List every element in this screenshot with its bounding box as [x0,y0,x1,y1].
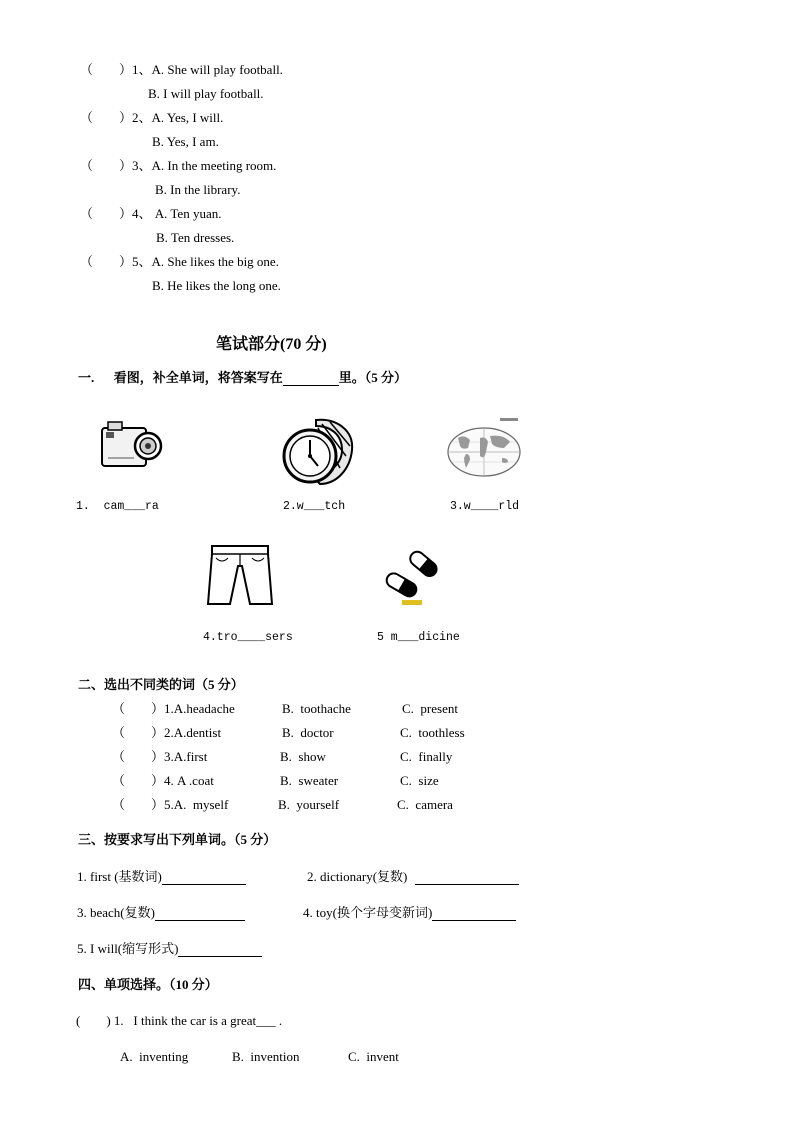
odd-one-q4-b: B. sweater [280,773,339,788]
world-map-picture [446,418,524,480]
choice-q1-b: B. invention [232,1049,300,1064]
odd-one-q5: （ ）5.A. myself [112,797,229,812]
word-camera: 1. cam___ra [76,500,159,513]
odd-one-q2: （ ）2.A.dentist [112,725,222,740]
listen-q3-a: （ ）3、A. In the meeting room. [80,158,277,173]
answer-blank-3 [155,907,245,921]
odd-one-q3-c: C. finally [400,749,453,764]
word-form-q1: 1. first (基数词) [77,869,246,885]
odd-one-q2-b: B. doctor [282,725,334,740]
odd-one-q5-b: B. yourself [278,797,340,812]
word-trousers: 4.tro____sers [203,631,293,644]
odd-one-q1-c: C. present [402,701,458,716]
answer-blank-2 [415,871,519,885]
word-form-q5: 5. I will(缩写形式) [77,941,262,957]
odd-one-q1-b: B. toothache [282,701,351,716]
odd-one-q2-c: C. toothless [400,725,465,740]
listen-q2-a: （ ）2、A. Yes, I will. [80,110,224,125]
odd-one-q1: （ ）1.A.headache [112,701,235,716]
listen-q5-b: B. He likes the long one. [152,278,281,293]
medicine-picture [384,546,440,608]
camera-picture [98,418,164,472]
listen-q1-b: B. I will play football. [148,86,264,101]
word-form-q3: 3. beach(复数) [77,905,245,921]
listen-q1-a: （ ）1、A. She will play football. [80,62,283,77]
answer-blank-1 [162,871,246,885]
odd-one-q4-c: C. size [400,773,439,788]
section4-heading: 四、单项选择。（10 分） [78,977,218,992]
word-form-q4: 4. toy(换个字母变新词) [303,905,516,921]
choice-q1-c: C. invent [348,1049,399,1064]
odd-one-q5-c: C. camera [397,797,453,812]
section1-heading: 一. 看图，补全单词，将答案写在 里。（5 分） [78,370,408,385]
odd-one-q4: （ ）4. A .coat [112,773,214,788]
watch-picture [276,416,356,488]
written-part-title: 笔试部分(70 分) [216,336,327,353]
odd-one-q3: （ ）3.A.first [112,749,208,764]
listen-q3-b: B. In the library. [155,182,241,197]
section3-heading: 三、按要求写出下列单词。（5 分） [78,832,277,847]
word-watch: 2.w___tch [283,500,346,513]
choice-q1: ( ) 1. I think the car is a great___ . [76,1013,283,1028]
listen-q4-a: （ ）4、 A. Ten yuan. [80,206,222,221]
word-form-q2: 2. dictionary(复数) [307,869,519,885]
listen-q2-b: B. Yes, I am. [152,134,219,149]
listen-q4-b: B. Ten dresses. [156,230,235,245]
choice-q1-a: A. inventing [120,1049,189,1064]
word-world: 3.w____rld [450,500,520,513]
section2-heading: 二、选出不同类的词（5 分） [78,677,244,692]
listen-q5-a: （ ）5、A. She likes the big one. [80,254,279,269]
trousers-picture [206,542,274,608]
answer-blank-5 [178,943,262,957]
answer-blank-4 [432,907,516,921]
odd-one-q3-b: B. show [280,749,326,764]
word-medicine: 5 m___dicine [377,631,460,644]
